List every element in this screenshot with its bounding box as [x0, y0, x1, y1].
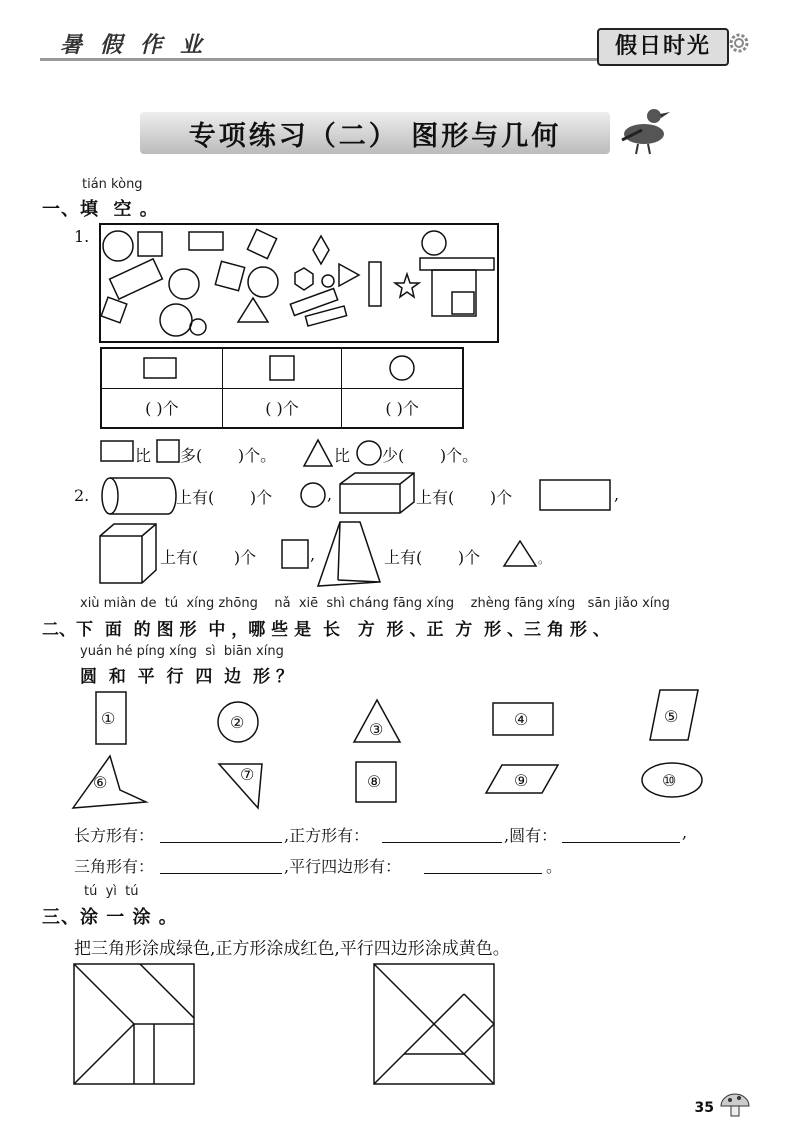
compare-text-4[interactable]: 少( )个。 [382, 446, 479, 465]
mushroom-icon [718, 1090, 752, 1120]
page-number: 35 [694, 1100, 714, 1116]
answer-label-square: ,正方形有： [284, 826, 370, 845]
tangram-right[interactable] [374, 964, 494, 1084]
shape-label-5: ⑤ [664, 707, 679, 726]
header-rule [40, 58, 598, 61]
q1-number: 1. [74, 227, 90, 246]
section3-pinyin: tú yì tú [84, 884, 139, 899]
section2-pinyin: xiù miàn de tú xíng zhōng nǎ xiē shì cháng fāng xíng zhèng fāng xíng sān jiǎo xíng [80, 596, 670, 611]
header-right-title: 假日时光 [597, 28, 729, 66]
section2-heading-2: 圆 和 平 行 四 边 形 ？ [80, 667, 293, 687]
q2-number: 2. [74, 486, 90, 505]
q2-cuboid-text[interactable]: 上有( )个 [416, 488, 513, 507]
q2-comma-1: , [327, 485, 333, 504]
count-table [100, 347, 464, 429]
section1-heading: 一、填 空 。 [42, 199, 159, 220]
square-count-cell[interactable]: ( )个 [222, 388, 342, 428]
q2-comma-2: , [614, 485, 620, 504]
shape-label-10: ⑩ [662, 771, 677, 790]
shape-label-8: ⑧ [367, 772, 382, 791]
answer-label-parallelogram: ,平行四边形有： [284, 857, 402, 876]
triangle-answer-blank[interactable] [160, 857, 282, 874]
q2-cube-text[interactable]: 上有( )个 [160, 548, 257, 567]
shape-label-9: ⑨ [514, 771, 529, 790]
shape-label-1: ① [101, 709, 116, 728]
circle-count-cell[interactable]: ( )个 [342, 388, 463, 428]
page-title: 专项练习（二） 图形与几何 [188, 121, 562, 152]
rect-answer-blank[interactable] [160, 826, 282, 843]
compare-text-1: 比 [135, 446, 152, 465]
answer-label-triangle: 三角形有： [74, 857, 155, 876]
compare-text-2[interactable]: 多( )个。 [180, 446, 277, 465]
section3-instruction: 把三角形涂成绿色,正方形涂成红色,平行四边形涂成黄色。 [74, 939, 510, 959]
answer-period: 。 [546, 857, 563, 876]
header-left-title: 暑假作业 [60, 33, 221, 58]
parallelogram-answer-blank[interactable] [424, 857, 542, 874]
answer-label-rect: 长方形有： [74, 826, 155, 845]
table-header-circle [342, 348, 463, 388]
answer-label-circle: ,圆有： [504, 826, 558, 845]
tangram-left[interactable] [74, 964, 194, 1084]
section2-heading: 二、下 面 的 图 形 中 ，哪 些 是 长 方 形 、正 方 形 、三 角 形 、 [42, 620, 610, 640]
compare-text-3: 比 [334, 446, 351, 465]
rect-count-cell[interactable]: ( )个 [101, 388, 222, 428]
section3-heading: 三、涂 一 涂 。 [42, 907, 178, 928]
bird-icon [612, 100, 672, 156]
q2-prism-text[interactable]: 上有( )个 [384, 548, 481, 567]
section1-pinyin: tián kòng [82, 177, 143, 192]
shape-label-4: ④ [514, 710, 529, 729]
q2-period: 。 [538, 552, 551, 566]
section2-pinyin-2: yuán hé píng xíng sì biān xíng [80, 644, 284, 659]
q2-cylinder-text[interactable]: 上有( )个 [176, 488, 273, 507]
answer-comma: , [682, 823, 688, 842]
q2-comma-3: , [310, 545, 316, 564]
shape-label-2: ② [230, 713, 245, 732]
square-answer-blank[interactable] [382, 826, 502, 843]
shape-label-7: ⑦ [240, 765, 255, 784]
circle-answer-blank[interactable] [562, 826, 680, 843]
shape-label-6: ⑥ [93, 773, 108, 792]
gear-icon [726, 30, 752, 56]
table-header-square [222, 348, 342, 388]
table-header-rect [101, 348, 222, 388]
shape-label-3: ③ [369, 720, 384, 739]
